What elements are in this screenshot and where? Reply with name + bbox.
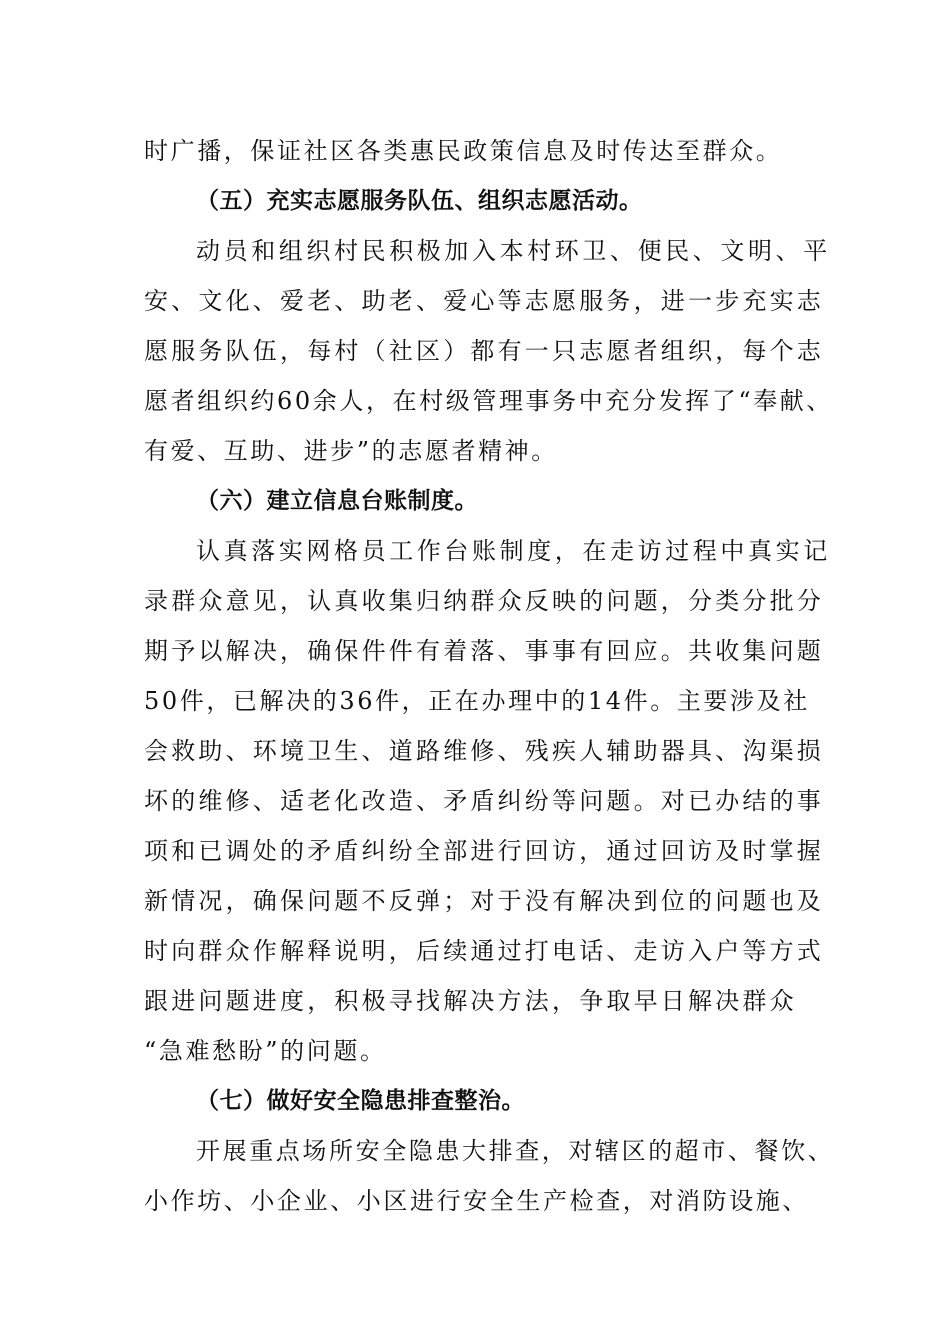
paragraph-line: 有爱、互助、进步”的志愿者精神。 <box>144 437 558 465</box>
paragraph-line: 开展重点场所安全隐患大排查，对辖区的超市、餐饮、 <box>196 1137 835 1165</box>
paragraph-line: 会救助、环境卫生、道路维修、残疾人辅助器具、沟渠损 <box>144 737 824 765</box>
paragraph-line: 认真落实网格员工作台账制度，在走访过程中真实记 <box>196 537 831 565</box>
paragraph-line: 跟进问题进度，积极寻找解决方法，争取早日解决群众 <box>144 987 797 1015</box>
paragraph-line: 期予以解决，确保件件有着落、事事有回应。共收集问题 <box>144 637 824 665</box>
paragraph-line: 坏的维修、适老化改造、矛盾纠纷等问题。对已办结的事 <box>144 787 824 815</box>
paragraph-line: 愿服务队伍，每村（社区）都有一只志愿者组织，每个志 <box>144 337 824 365</box>
section-heading-6: （六）建立信息台账制度。 <box>196 488 478 514</box>
paragraph-line: 项和已调处的矛盾纠纷全部进行回访，通过回访及时掌握 <box>144 837 824 865</box>
paragraph-line: 录群众意见，认真收集归纳群众反映的问题，分类分批分 <box>144 587 824 615</box>
paragraph-line: 小作坊、小企业、小区进行安全生产检查，对消防设施、 <box>144 1187 809 1215</box>
paragraph-line: “急难愁盼”的问题。 <box>144 1037 387 1065</box>
section-heading-5: （五）充实志愿服务队伍、组织志愿活动。 <box>196 188 643 214</box>
paragraph-line: 安、文化、爱老、助老、爱心等志愿服务，进一步充实志 <box>144 287 824 315</box>
paragraph-line: 新情况，确保问题不反弹；对于没有解决到位的问题也及 <box>144 887 824 915</box>
paragraph-line: 时广播，保证社区各类惠民政策信息及时传达至群众。 <box>144 137 783 165</box>
paragraph-line: 时向群众作解释说明，后续通过打电话、走访入户等方式 <box>144 937 824 965</box>
paragraph-line: 50件，已解决的36件，正在办理中的14件。主要涉及社 <box>144 687 810 715</box>
section-heading-7: （七）做好安全隐患排查整治。 <box>196 1088 525 1114</box>
paragraph-line: 愿者组织约60余人，在村级管理事务中充分发挥了“奉献、 <box>144 387 834 415</box>
paragraph-line: 动员和组织村民积极加入本村环卫、便民、文明、平 <box>196 237 831 265</box>
